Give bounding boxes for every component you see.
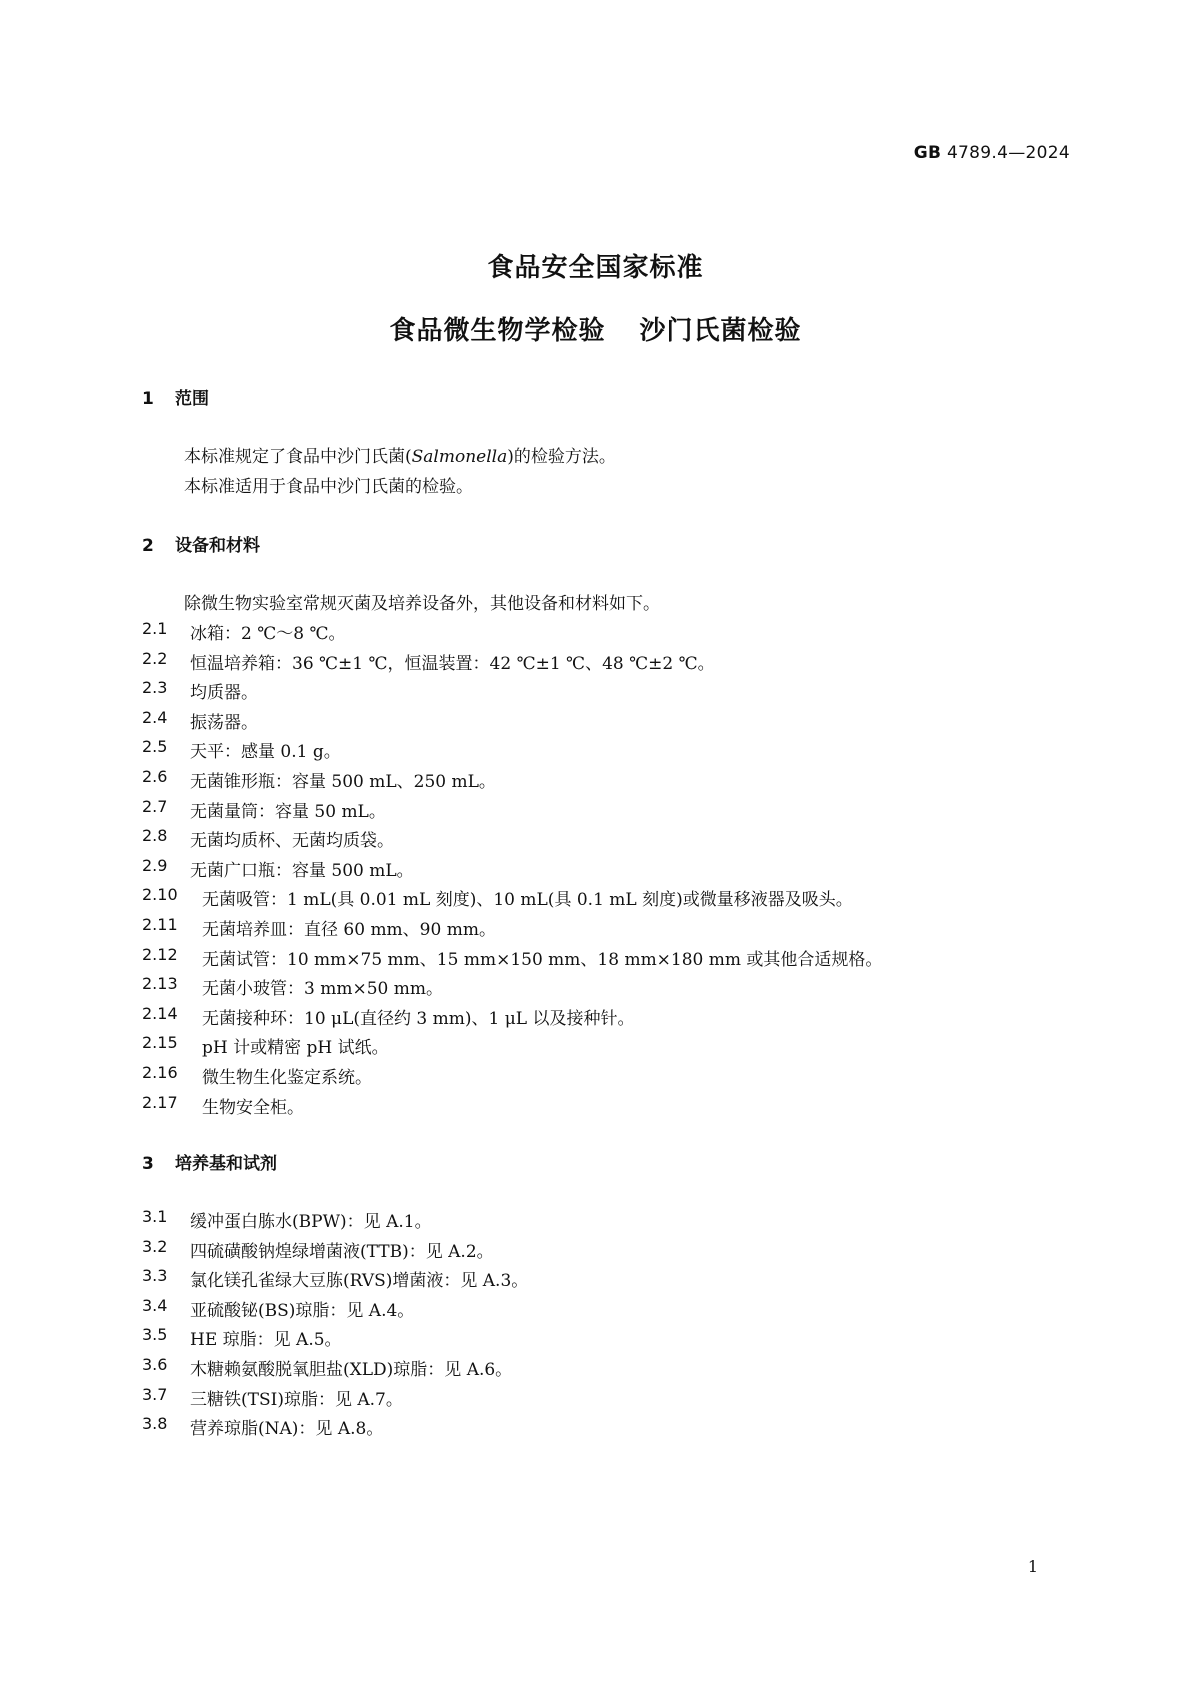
item-text: 无菌量筒：容量 50 mL。: [190, 801, 386, 822]
item-text: 无菌试管：10 mm×75 mm、15 mm×150 mm、18 mm×180 mm 或其他合适规格。: [202, 949, 883, 970]
item-number: 2.4: [142, 707, 168, 727]
item-number: 2.1: [142, 619, 168, 638]
section-number: 2: [142, 536, 154, 556]
item-text: 三糖铁(TSI)琼脂：见 A.7。: [190, 1389, 403, 1410]
equipment-intro: 除微生物实验室常规灭菌及培养设备外，其他设备和材料如下。: [184, 594, 660, 614]
paragraph-text: 本标准规定了食品中沙门氏菌(: [184, 447, 412, 467]
document-title: 食品安全国家标准: [487, 253, 704, 283]
section-number: 3: [142, 1154, 154, 1174]
section-heading-3: [142, 1149, 277, 1174]
item-number: 2.16: [142, 1063, 178, 1082]
item-text: pH 计或精密 pH 试纸。: [202, 1038, 389, 1059]
item-text: 生物安全柜。: [202, 1097, 304, 1118]
item-number: 3.4: [142, 1295, 168, 1315]
section-title: 范围: [175, 389, 209, 409]
subtitle-part-1: 食品微生物学检验: [389, 316, 606, 346]
item-text: 微生物生化鉴定系统。: [202, 1068, 372, 1088]
item-text: 营养琼脂(NA)：见 A.8。: [190, 1419, 384, 1440]
section-title: 培养基和试剂: [175, 1154, 277, 1174]
item-number: 3.2: [142, 1236, 168, 1256]
item-number: 2.11: [142, 915, 178, 934]
item-text: 无菌均质杯、无菌均质袋。: [190, 831, 394, 852]
section-heading-2: [142, 531, 260, 556]
item-text: 均质器。: [190, 683, 258, 704]
item-text: 缓冲蛋白胨水(BPW)：见 A.1。: [190, 1212, 432, 1232]
standard-number: 4789.4—2024: [946, 143, 1070, 163]
item-number: 2.7: [142, 796, 168, 816]
item-number: 2.6: [142, 767, 168, 786]
subtitle-part-2: 沙门氏菌检验: [639, 316, 802, 346]
item-text: 亚硫酸铋(BS)琼脂：见 A.4。: [190, 1300, 415, 1321]
item-number: 2.3: [142, 678, 168, 698]
document-subtitle: [0, 310, 1191, 347]
section-heading-1: [142, 384, 209, 409]
item-text: HE 琼脂：见 A.5。: [190, 1330, 342, 1351]
section-number: 1: [142, 389, 154, 409]
item-text: 无菌吸管：1 mL(具 0.01 mL 刻度)、10 mL(具 0.1 mL 刻度)或微量移液器及吸头。: [202, 890, 853, 911]
item-number: 2.5: [142, 737, 168, 757]
scope-paragraph-1: [184, 442, 616, 467]
item-number: 3.6: [142, 1355, 168, 1374]
item-text: 振荡器。: [190, 712, 258, 733]
item-text: 无菌小玻管：3 mm×50 mm。: [202, 979, 443, 1000]
standard-code: [914, 143, 1070, 163]
item-text: 木糖赖氨酸脱氧胆盐(XLD)琼脂：见 A.6。: [190, 1360, 513, 1380]
paragraph-text: )的检验方法。: [507, 447, 616, 467]
item-number: 3.1: [142, 1207, 168, 1226]
section-title: 设备和材料: [175, 536, 260, 556]
item-number: 3.7: [142, 1384, 168, 1404]
item-number: 2.15: [142, 1033, 178, 1053]
item-number: 3.5: [142, 1325, 168, 1345]
item-text: 无菌锥形瓶：容量 500 mL、250 mL。: [190, 772, 496, 792]
scope-paragraph-2: 本标准适用于食品中沙门氏菌的检验。: [184, 477, 473, 497]
page-number: 1: [1027, 1557, 1038, 1576]
item-number: 2.2: [142, 648, 168, 668]
item-number: 3.8: [142, 1414, 168, 1434]
item-number: 2.9: [142, 855, 168, 875]
item-text: 恒温培养箱：36 ℃±1 ℃，恒温装置：42 ℃±1 ℃、48 ℃±2 ℃。: [190, 653, 715, 674]
item-text: 冰箱：2 ℃～8 ℃。: [190, 624, 346, 644]
item-number: 2.14: [142, 1003, 178, 1023]
item-number: 3.3: [142, 1266, 168, 1286]
item-text: 四硫磺酸钠煌绿增菌液(TTB)：见 A.2。: [190, 1241, 494, 1262]
item-text: 无菌广口瓶：容量 500 mL。: [190, 860, 414, 881]
item-text: 无菌培养皿：直径 60 mm、90 mm。: [202, 920, 496, 940]
item-number: 2.10: [142, 885, 178, 905]
scientific-name: Salmonella: [411, 447, 508, 467]
item-number: 2.12: [142, 944, 178, 964]
item-text: 氯化镁孔雀绿大豆胨(RVS)增菌液：见 A.3。: [190, 1271, 529, 1292]
item-number: 2.13: [142, 974, 178, 994]
item-text: 无菌接种环：10 μL(直径约 3 mm)、1 μL 以及接种针。: [202, 1008, 635, 1029]
standard-prefix: GB: [913, 143, 942, 163]
item-number: 2.8: [142, 826, 168, 846]
item-number: 2.17: [142, 1092, 178, 1112]
item-text: 天平：感量 0.1 g。: [190, 742, 341, 763]
